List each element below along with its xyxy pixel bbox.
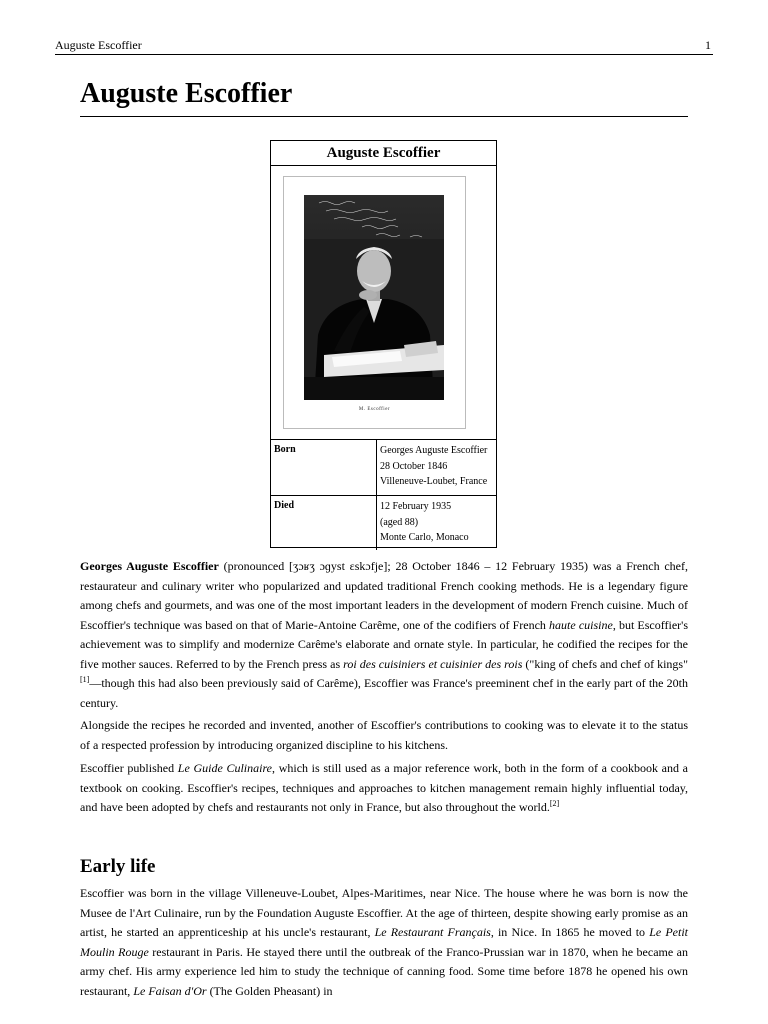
infobox-image-cell <box>271 166 496 440</box>
born-name: Georges Auguste Escoffier <box>380 445 488 456</box>
page-number: 1 <box>705 38 711 52</box>
born-label: Born <box>271 440 377 495</box>
running-header-title: Auguste Escoffier <box>55 38 142 52</box>
died-date: 12 February 1935 <box>380 501 452 512</box>
infobox-row-born <box>271 440 496 496</box>
infobox-row-died <box>271 496 496 550</box>
portrait-photo <box>304 195 444 400</box>
subject-name: Georges Auguste Escoffier <box>80 559 219 573</box>
died-value <box>377 496 496 550</box>
running-header <box>55 38 713 55</box>
born-date: 28 October 1846 <box>380 460 448 472</box>
citation-link[interactable]: [1] <box>80 675 90 684</box>
infobox <box>270 140 497 548</box>
early-life-paragraph: Escoffier was born in the village Villeneuve-Loubet, Alpes-Maritimes, near Nice. The house where he was born is now the Musee de l'Art Culinaire, run by the Foundation Auguste Escoffier. At the age of thirteen, despite showing early promise as an artist, he started an apprenticeship at his uncle's restaurant, Le Restaurant Français, in Nice. In 1865 he moved to Le Petit Moulin Rouge restaurant in Paris. He stayed there until the outbreak of the Franco-Prussian war in 1870, when he became an army chef. His army experience led him to study the technique of canning food. Some time before 1878 he opened his own restaurant, Le Faisan d'Or (The Golden Pheasant) in <box>80 886 688 998</box>
page-title: Auguste Escoffier <box>80 76 688 117</box>
intro-paragraph-3: Escoffier published Le Guide Culinaire, which is still used as a major reference work, both in the form of a cookbook and a textbook on cooking. Escoffier's recipes, techniques and approaches to kitchen management remain highly influential today, and have been adopted by chefs and restaurants not only in France, but also throughout the world.[2] <box>80 761 689 814</box>
intro-paragraph-1: Georges Auguste Escoffier (pronounced [ʒɔʁʒ ɔɡyst ɛskɔfje]; 28 October 1846 – 12 February 1935) was a French chef, restaurateur and culinary writer who popularized and updated traditional French cooking methods. He is a legendary figure among chefs and gourmets, and was one of the most important leaders in the development of modern French cuisine. Much of Escoffier's technique was based on that of Marie-Antoine Carême, one of the codifiers of French haute cuisine, but Escoffier's achievement was to simplify and modernize Carême's elaborate and ornate style. In particular, he codified the recipes for the five mother sauces. Referred to by the French press as roi des cuisiniers et cuisinier des rois ("king of chefs and chef of kings"[1]—though this had also been previously said of Carême), Escoffier was France's preeminent chef in the early part of the 20th century. <box>80 559 688 710</box>
died-place: Monte Carlo, Monaco <box>380 532 469 543</box>
intro-paragraph-2: Alongside the recipes he recorded and invented, another of Escoffier's contributions to cooking was to elevate it to the status of a respected profession by introducing organized discipline to his kitchens. <box>80 718 688 752</box>
portrait-frame <box>283 176 466 429</box>
citation-link[interactable]: [2] <box>549 799 560 808</box>
infobox-title: Auguste Escoffier <box>271 141 496 166</box>
died-age: (aged 88) <box>380 516 419 528</box>
born-value <box>377 440 496 495</box>
section-heading-early-life: Early life <box>80 856 156 877</box>
died-label: Died <box>271 496 377 550</box>
portrait-caption: M. Escoffier <box>358 407 391 412</box>
born-place: Villeneuve-Loubet, France <box>380 476 488 487</box>
